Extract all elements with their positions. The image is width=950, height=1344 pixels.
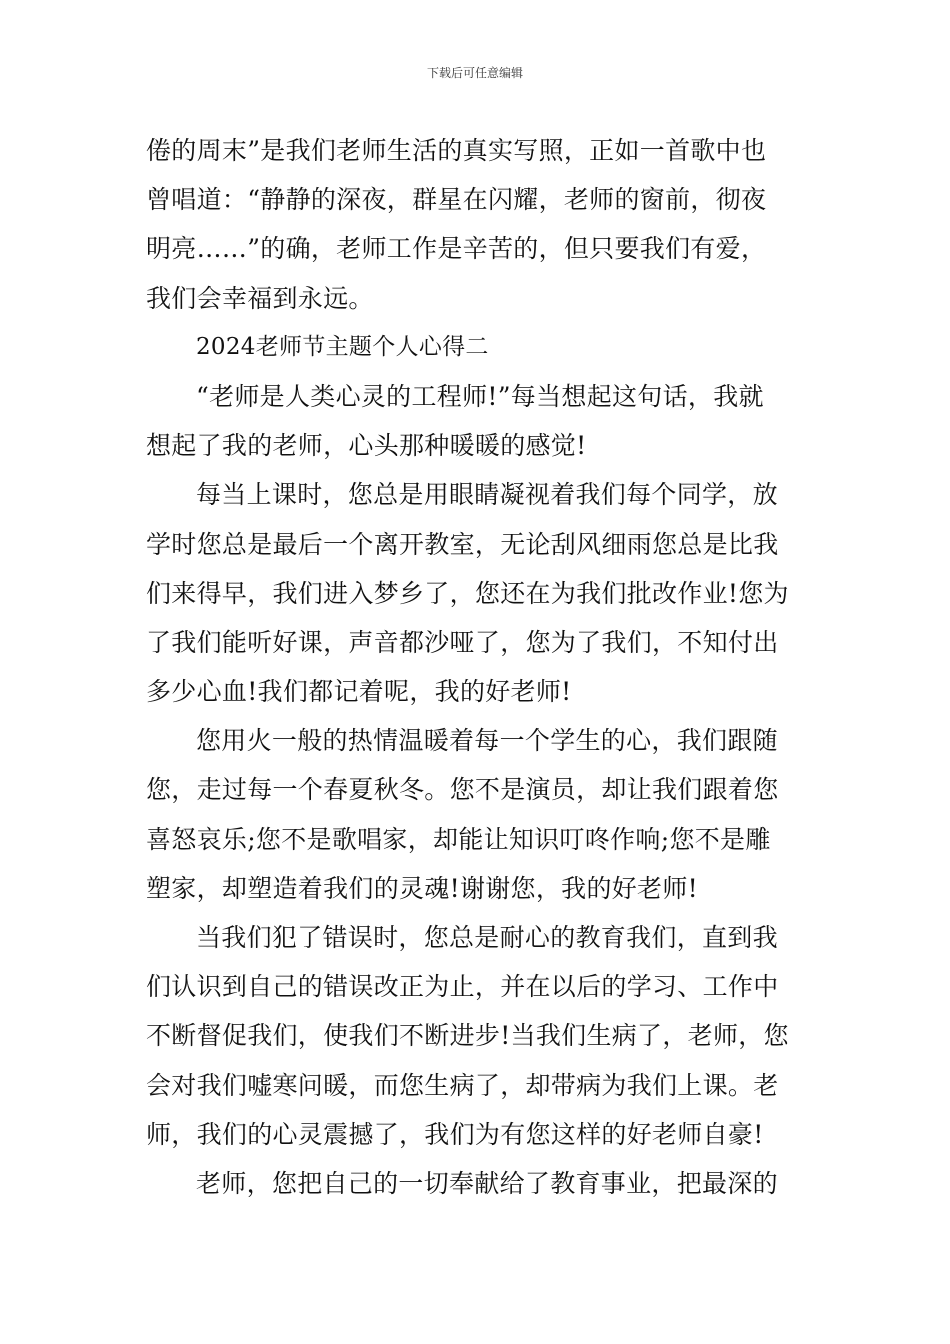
text-line: 们来得早，我们进入梦乡了，您还在为我们批改作业!您为 (146, 578, 789, 608)
text-line: 想起了我的老师，心头那种暖暖的感觉! (146, 431, 587, 461)
text-line: 明亮……”的确，老师工作是辛苦的，但只要我们有爱， (146, 234, 767, 264)
text-line: 不断督促我们，使我们不断进步!当我们生病了，老师，您 (146, 1021, 789, 1051)
text-line: 会对我们嘘寒问暖，而您生病了，却带病为我们上课。老 (146, 1070, 779, 1100)
section-heading: 2024老师节主题个人心得二 (196, 333, 489, 360)
text-line: 倦的周末”是我们老师生活的真实写照，正如一首歌中也 (146, 136, 767, 165)
text-line: 师，我们的心灵震撼了，我们为有您这样的好老师自豪! (146, 1119, 764, 1149)
page-header: 下载后可任意编辑 (426, 66, 523, 80)
text-line: 喜怒哀乐;您不是歌唱家，却能让知识叮咚作响;您不是雕 (146, 824, 771, 854)
text-line: 我们会幸福到永远。 (146, 283, 374, 313)
text-line: 塑家，却塑造着我们的灵魂!谢谢您，我的好老师! (146, 873, 698, 903)
paragraph-first-line: 您用火一般的热情温暖着每一个学生的心，我们跟随 (196, 726, 778, 756)
text-line: 您，走过每一个春夏秋冬。您不是演员，却让我们跟着您 (146, 775, 779, 805)
text-line: 们认识到自己的错误改正为止，并在以后的学习、工作中 (146, 972, 779, 1002)
paragraph-first-line: 当我们犯了错误时，您总是耐心的教育我们，直到我 (196, 923, 778, 952)
paragraph-first-line: 每当上课时，您总是用眼睛凝视着我们每个同学，放 (196, 480, 778, 510)
text-line: 了我们能听好课，声音都沙哑了，您为了我们，不知付出 (146, 627, 779, 657)
paragraph-first-line: 老师，您把自己的一切奉献给了教育事业，把最深的 (196, 1168, 778, 1198)
text-line: 学时您总是最后一个离开教室，无论刮风细雨您总是比我 (146, 529, 779, 559)
document-body (146, 126, 810, 1208)
text-line: 曾唱道：“静静的深夜，群星在闪耀，老师的窗前，彻夜 (146, 185, 767, 215)
paragraph-first-line: “老师是人类心灵的工程师!”每当想起这句话，我就 (196, 381, 764, 411)
text-line: 多少心血!我们都记着呢，我的好老师! (146, 677, 572, 707)
